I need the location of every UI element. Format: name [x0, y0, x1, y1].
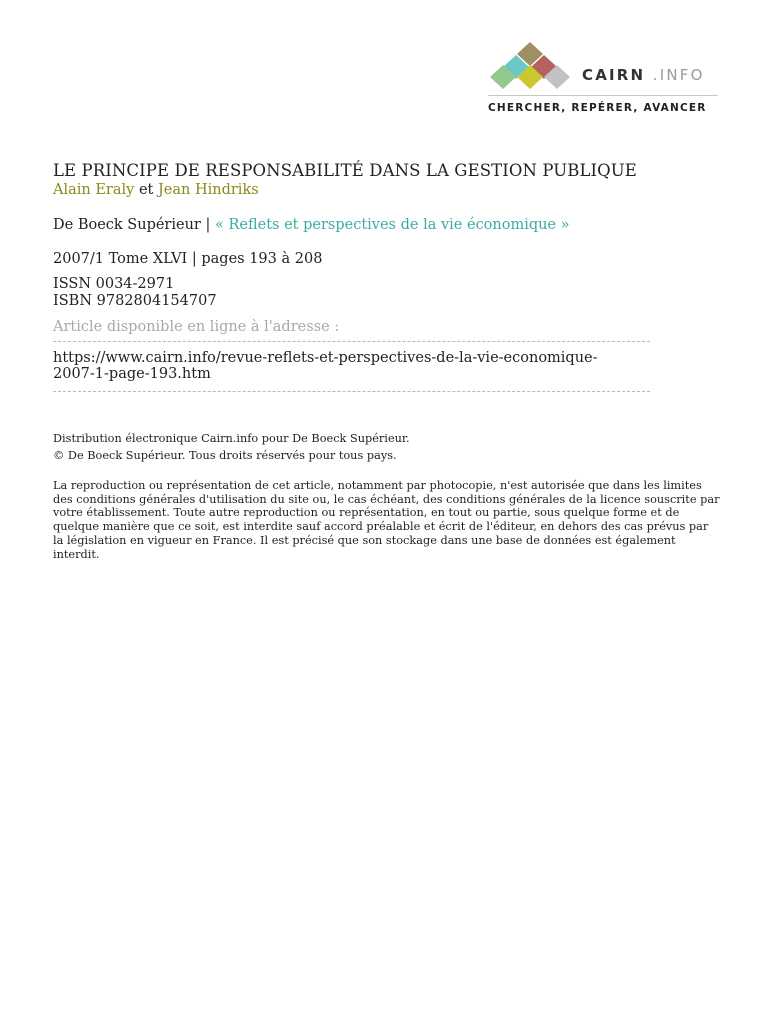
publisher-separator: |: [205, 217, 211, 233]
cairn-wordmark: [582, 66, 705, 84]
brand-tld: .INFO: [652, 66, 705, 84]
url-divider-top: [53, 341, 650, 342]
distribution-line: Distribution électronique Cairn.info pour De Boeck Supérieur.: [53, 432, 410, 445]
brand-main: CAIRN: [582, 66, 646, 84]
access-label: Article disponible en ligne à l'adresse :: [53, 319, 340, 335]
publisher-line: [53, 216, 723, 234]
distribution-notice: [53, 431, 723, 464]
volume-pages: 2007/1 Tome XLVI | pages 193 à 208: [53, 251, 323, 267]
logo-divider: [488, 95, 718, 96]
url-divider-bottom: [53, 391, 650, 392]
author-link[interactable]: Alain Eraly: [53, 182, 135, 198]
collection-link[interactable]: « Reflets et perspectives de la vie économique »: [214, 217, 570, 233]
copyright-line: © De Boeck Supérieur. Tous droits réservés pour tous pays.: [53, 448, 397, 462]
author-link[interactable]: Jean Hindriks: [157, 182, 259, 198]
authors-line: [53, 182, 723, 199]
legal-notice: La reproduction ou représentation de cet article, notamment par photocopie, n'est autorisée que dans les limites des conditions générales d'utilisation du site ou, le cas échéant, des conditions générales de la licence souscrite par votre établissement. Toute autre reproduction ou représentation, en tout ou partie, sous quelque forme et de quelque manière que ce soit, est interdite sauf accord préalable et écrit de l'éditeur, en dehors des cas prévus par la législation en vigueur en France. Il est précisé que son stockage dans une base de données est également interdit.: [53, 479, 720, 561]
isbn: ISBN 9782804154707: [53, 293, 217, 309]
author-joiner: et: [138, 182, 154, 198]
cairn-logo[interactable]: [486, 40, 726, 120]
identifiers: [53, 276, 723, 310]
article-title: LE PRINCIPE DE RESPONSABILITÉ DANS LA GESTION PUBLIQUE: [53, 161, 637, 180]
article-info: [53, 160, 723, 561]
publisher-name: De Boeck Supérieur: [53, 217, 201, 233]
cairn-diamonds-icon: [486, 40, 576, 92]
issn: ISSN 0034-2971: [53, 276, 175, 292]
article-url-link[interactable]: https://www.cairn.info/revue-reflets-et-perspectives-de-la-vie-economique-2007-1-page-193.htm: [53, 350, 598, 382]
logo-tagline: CHERCHER, REPÉRER, AVANCER: [488, 102, 707, 114]
